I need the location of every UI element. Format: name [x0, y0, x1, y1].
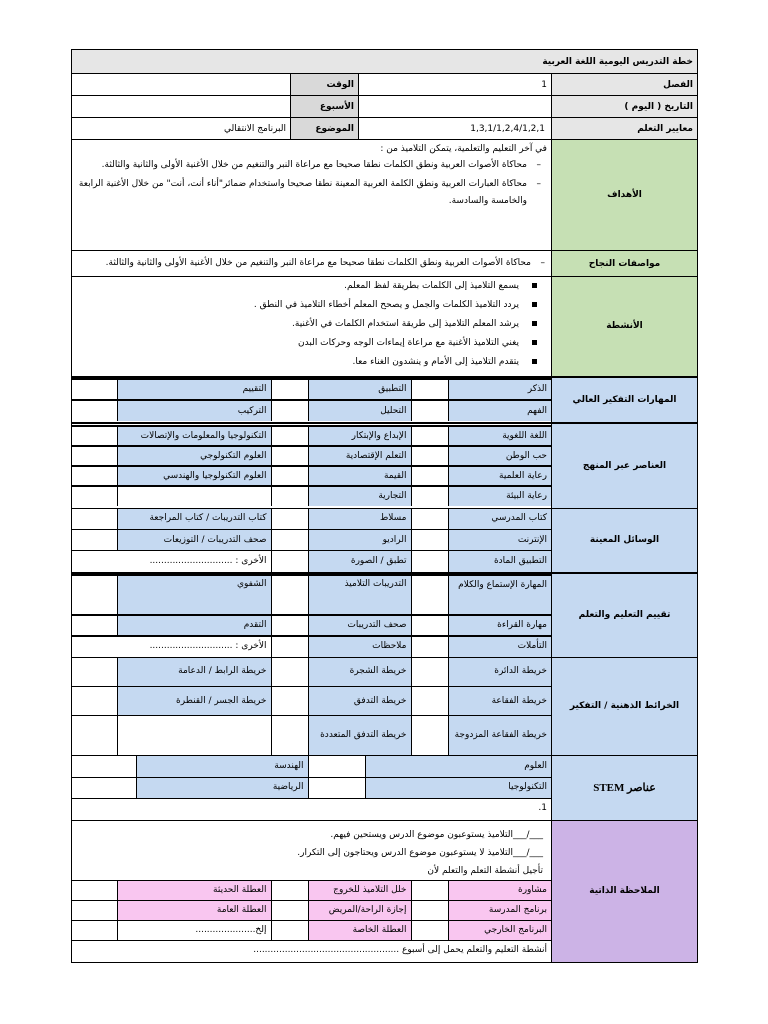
cross-option: التجارية [308, 486, 411, 506]
standards-value[interactable]: 1,3,1/1,2,4/1,2,1 [359, 118, 552, 140]
activities-label: الأنشطة [552, 277, 698, 377]
aids-option: مسلاط [308, 509, 411, 530]
objectives-label: الأهداف [552, 140, 698, 251]
map-option: خريطة الدائرة [448, 658, 551, 687]
map-checkbox[interactable] [411, 687, 448, 716]
assessment-option: مهارة القراءة [448, 615, 551, 636]
stem-option: الهندسة [136, 756, 308, 777]
cross-checkbox[interactable] [271, 466, 308, 486]
map-checkbox[interactable] [271, 716, 308, 755]
reflection-checkbox[interactable] [411, 921, 448, 941]
map-option: خريطة الشجرة [308, 658, 411, 687]
map-checkbox[interactable] [411, 658, 448, 687]
reflection-option: إجازة الراحة/المريض [308, 901, 411, 921]
class-value[interactable]: 1 [359, 74, 552, 96]
assessment-checkbox[interactable] [411, 636, 448, 657]
reflection-option: برنامج المدرسة [448, 901, 551, 921]
hots-option: التطبيق [308, 379, 411, 400]
aids-option: كتاب التدريبات / كتاب المراجعة [117, 509, 271, 530]
reflection-checkbox[interactable] [271, 881, 308, 901]
map-option: خريطة الفقاعة المزدوجة [448, 716, 551, 755]
thinking-maps-options [72, 657, 552, 755]
cross-checkbox[interactable] [411, 426, 448, 446]
reflection-option: البرنامج الخارجي [448, 921, 551, 941]
reflection-checkbox[interactable] [271, 921, 308, 941]
topic-value[interactable]: البرنامج الانتقالي [72, 118, 291, 140]
assessment-checkbox[interactable] [271, 636, 308, 657]
hots-checkbox[interactable] [72, 379, 117, 400]
reflection-option: مشاورة [448, 881, 551, 901]
activity-item: يغني التلاميذ الأغنية مع مراعاة إيماءات الوجه وحركات البدن [76, 334, 547, 353]
assessment-option: ملاحظات [308, 636, 411, 657]
map-checkbox[interactable] [271, 658, 308, 687]
assessment-option: الشفوي [117, 575, 271, 615]
week-value[interactable] [72, 96, 291, 118]
map-option: خريطة التدفق [308, 687, 411, 716]
lesson-plan-page [71, 49, 697, 963]
hots-checkbox[interactable] [271, 400, 308, 421]
cross-option: حب الوطن [448, 446, 551, 466]
stem-option: العلوم [365, 756, 551, 777]
cross-checkbox[interactable] [72, 486, 117, 506]
aids-checkbox[interactable] [411, 551, 448, 572]
cross-checkbox[interactable] [72, 426, 117, 446]
map-option: خريطة التدفق المتعددة [308, 716, 411, 755]
reflection-content [72, 820, 552, 962]
cross-checkbox[interactable] [72, 466, 117, 486]
assessment-checkbox[interactable] [271, 575, 308, 615]
hots-option: التقييم [117, 379, 271, 400]
map-checkbox[interactable] [72, 687, 117, 716]
hots-checkbox[interactable] [411, 400, 448, 421]
week-label: الأسبوع [291, 96, 359, 118]
map-checkbox[interactable] [72, 658, 117, 687]
map-checkbox[interactable] [411, 716, 448, 755]
assessment-options [72, 573, 552, 658]
stem-checkbox[interactable] [72, 777, 136, 798]
assessment-other-field[interactable]: الأخرى : ............................. [72, 636, 271, 657]
cross-option: الإبداع والإبتكار [308, 426, 411, 446]
aids-option: كتاب المدرسي [448, 509, 551, 530]
cross-option: التعلم الإقتصادية [308, 446, 411, 466]
reflection-other-field[interactable]: إلخ..................... [117, 921, 271, 941]
reflection-line[interactable]: ___/___التلاميذ يستوعبون موضوع الدرس ويستحين فيهم. [330, 830, 543, 841]
activity-item: يرشد المعلم التلاميذ إلى طريقة استخدام الكلمات في الأغنية. [76, 315, 547, 334]
activity-item: يتقدم التلاميذ إلى الأمام و ينشدون الغناء معا. [76, 353, 547, 372]
reflection-checkbox[interactable] [72, 921, 117, 941]
aids-option: الراديو [308, 530, 411, 551]
aids-option: الإنترنت [448, 530, 551, 551]
reflection-line[interactable]: تأجيل أنشطة التعلم والتعلم لأن [427, 866, 543, 877]
hots-checkbox[interactable] [411, 379, 448, 400]
success-criteria-content [72, 251, 552, 277]
reflection-checkbox[interactable] [411, 881, 448, 901]
cross-option: القيمة [308, 466, 411, 486]
hots-label: المهارات التفكير العالي [552, 377, 698, 423]
reflection-footer[interactable]: أنشطة التعليم والتعلم يحمل إلى أسبوع ................................................... [72, 941, 551, 959]
time-value[interactable] [72, 74, 291, 96]
cross-checkbox[interactable] [411, 466, 448, 486]
hots-checkbox[interactable] [72, 400, 117, 421]
aids-checkbox[interactable] [271, 530, 308, 551]
reflection-option: العطلة العامة [117, 901, 271, 921]
stem-option: التكنولوجيا [365, 777, 551, 798]
cross-curricular-label: العناصر عبر المنهج [552, 423, 698, 509]
reflection-option: العطلة الخاصة [308, 921, 411, 941]
stem-note[interactable]: 1. [72, 798, 551, 819]
lesson-plan-table [71, 49, 698, 963]
success-criteria-item: – محاكاة الأصوات العربية ونطق الكلمات نطقا صحيحا مع مراعاة النبر والتنغيم من خلال الأغنية الأولى والثانية والثالثة. [76, 255, 545, 272]
aids-checkbox[interactable] [72, 509, 117, 530]
date-value[interactable] [359, 96, 552, 118]
hots-checkbox[interactable] [271, 379, 308, 400]
reflection-checkbox[interactable] [72, 881, 117, 901]
stem-checkbox[interactable] [72, 756, 136, 777]
map-empty [117, 716, 271, 755]
topic-label: الموضوع [291, 118, 359, 140]
standards-label: معايير التعلم [552, 118, 698, 140]
objectives-list [76, 157, 547, 210]
cross-checkbox[interactable] [271, 446, 308, 466]
assessment-checkbox[interactable] [271, 615, 308, 636]
reflection-option: خلل التلاميذ للخروج [308, 881, 411, 901]
cross-option: اللغة اللغوية [448, 426, 551, 446]
aids-option: التطبيق المادة [448, 551, 551, 572]
objectives-content [72, 140, 552, 251]
assessment-checkbox[interactable] [72, 575, 117, 615]
stem-option: الرياضية [136, 777, 308, 798]
map-checkbox[interactable] [271, 687, 308, 716]
activities-content [72, 277, 552, 377]
aids-option: صحف التدريبات / التوزيعات [117, 530, 271, 551]
hots-option: التحليل [308, 400, 411, 421]
aids-label: الوسائل المعينة [552, 508, 698, 573]
activity-item: يردد التلاميذ الكلمات والجمل و يصحح المعلم أخطاء التلاميذ في النطق . [76, 296, 547, 315]
assessment-option: صحف التدريبات [308, 615, 411, 636]
reflection-checkbox[interactable] [271, 901, 308, 921]
stem-checkbox[interactable] [308, 756, 365, 777]
assessment-option: التقدم [117, 615, 271, 636]
reflection-line[interactable]: ___/___التلاميذ لا يستوعبون موضوع الدرس ويحتاجون إلى التكرار. [297, 848, 543, 859]
assessment-checkbox[interactable] [72, 615, 117, 636]
hots-options [72, 377, 552, 423]
cross-checkbox[interactable] [72, 446, 117, 466]
assessment-checkbox[interactable] [411, 615, 448, 636]
cross-checkbox[interactable] [271, 486, 308, 506]
map-option: خريطة الجسر / القنطرة [117, 687, 271, 716]
aids-checkbox[interactable] [411, 509, 448, 530]
stem-label: عناصر STEM [552, 755, 698, 820]
map-checkbox[interactable] [72, 716, 117, 755]
class-label: الفصل [552, 74, 698, 96]
cross-checkbox[interactable] [271, 426, 308, 446]
assessment-option: المهارة الإستماع والكلام [448, 575, 551, 615]
assessment-option: التأملات [448, 636, 551, 657]
aids-checkbox[interactable] [72, 530, 117, 551]
hots-option: الفهم [448, 400, 551, 421]
cross-curricular-options [72, 423, 552, 509]
assessment-option: التدريبات التلاميذ [308, 575, 411, 615]
aids-options [72, 508, 552, 573]
cross-option: رعاية العلمية [448, 466, 551, 486]
reflection-lines [72, 823, 551, 880]
success-criteria-label: مواصفات النجاح [552, 251, 698, 277]
reflection-label: الملاحظة الذاتية [552, 820, 698, 962]
date-label: التاريخ ( اليوم ) [552, 96, 698, 118]
objective-item: – محاكاة العبارات العربية ونطق الكلمة العربية المعينة نطقا صحيحا واستخدام ضمائر"أناء أنت، أنت" من خلال الأغنية الرابعة والخامسة والسادسة. [76, 176, 541, 210]
aids-checkbox[interactable] [271, 509, 308, 530]
map-option: خريطة الرابط / الدعامة [117, 658, 271, 687]
cross-option: رعاية البيئة [448, 486, 551, 506]
activity-item: يسمع التلاميذ إلى الكلمات بطريقة لفظ المعلم. [76, 277, 547, 296]
aids-option: تطبق / الصورة [308, 551, 411, 572]
cross-option: العلوم التكنولوجي [117, 446, 271, 466]
aids-checkbox[interactable] [271, 551, 308, 572]
reflection-checkbox[interactable] [72, 901, 117, 921]
thinking-maps-label: الخرائط الذهنية / التفكير [552, 657, 698, 755]
hots-option: التركيب [117, 400, 271, 421]
cross-empty [117, 486, 271, 506]
aids-checkbox[interactable] [411, 530, 448, 551]
assessment-checkbox[interactable] [411, 575, 448, 615]
cross-checkbox[interactable] [411, 446, 448, 466]
objectives-intro: في آخر التعليم والتعلمية، يتمكن التلاميذ من : [380, 144, 547, 154]
page-title: خطة التدريس اليومية اللغة العربية [72, 50, 698, 74]
reflection-checkbox[interactable] [411, 901, 448, 921]
hots-option: الذكر [448, 379, 551, 400]
cross-option: التكنولوجيا والمعلومات والإتصالات [117, 426, 271, 446]
aids-other-field[interactable]: الأخرى : ............................. [72, 551, 271, 572]
reflection-option: العطلة الحديثة [117, 881, 271, 901]
cross-checkbox[interactable] [411, 486, 448, 506]
time-label: الوقت [291, 74, 359, 96]
objective-item: – محاكاة الأصوات العربية ونطق الكلمات نطقا صحيحا مع مراعاة النبر والتنغيم من خلال الأغنية الأولى والثانية والثالثة. [76, 157, 541, 174]
cross-option: العلوم التكنولوجيا والهندسي [117, 466, 271, 486]
map-option: خريطة الفقاعة [448, 687, 551, 716]
stem-options [72, 755, 552, 820]
assessment-label: تقييم التعليم والتعلم [552, 573, 698, 658]
stem-checkbox[interactable] [308, 777, 365, 798]
activities-list [76, 277, 547, 372]
